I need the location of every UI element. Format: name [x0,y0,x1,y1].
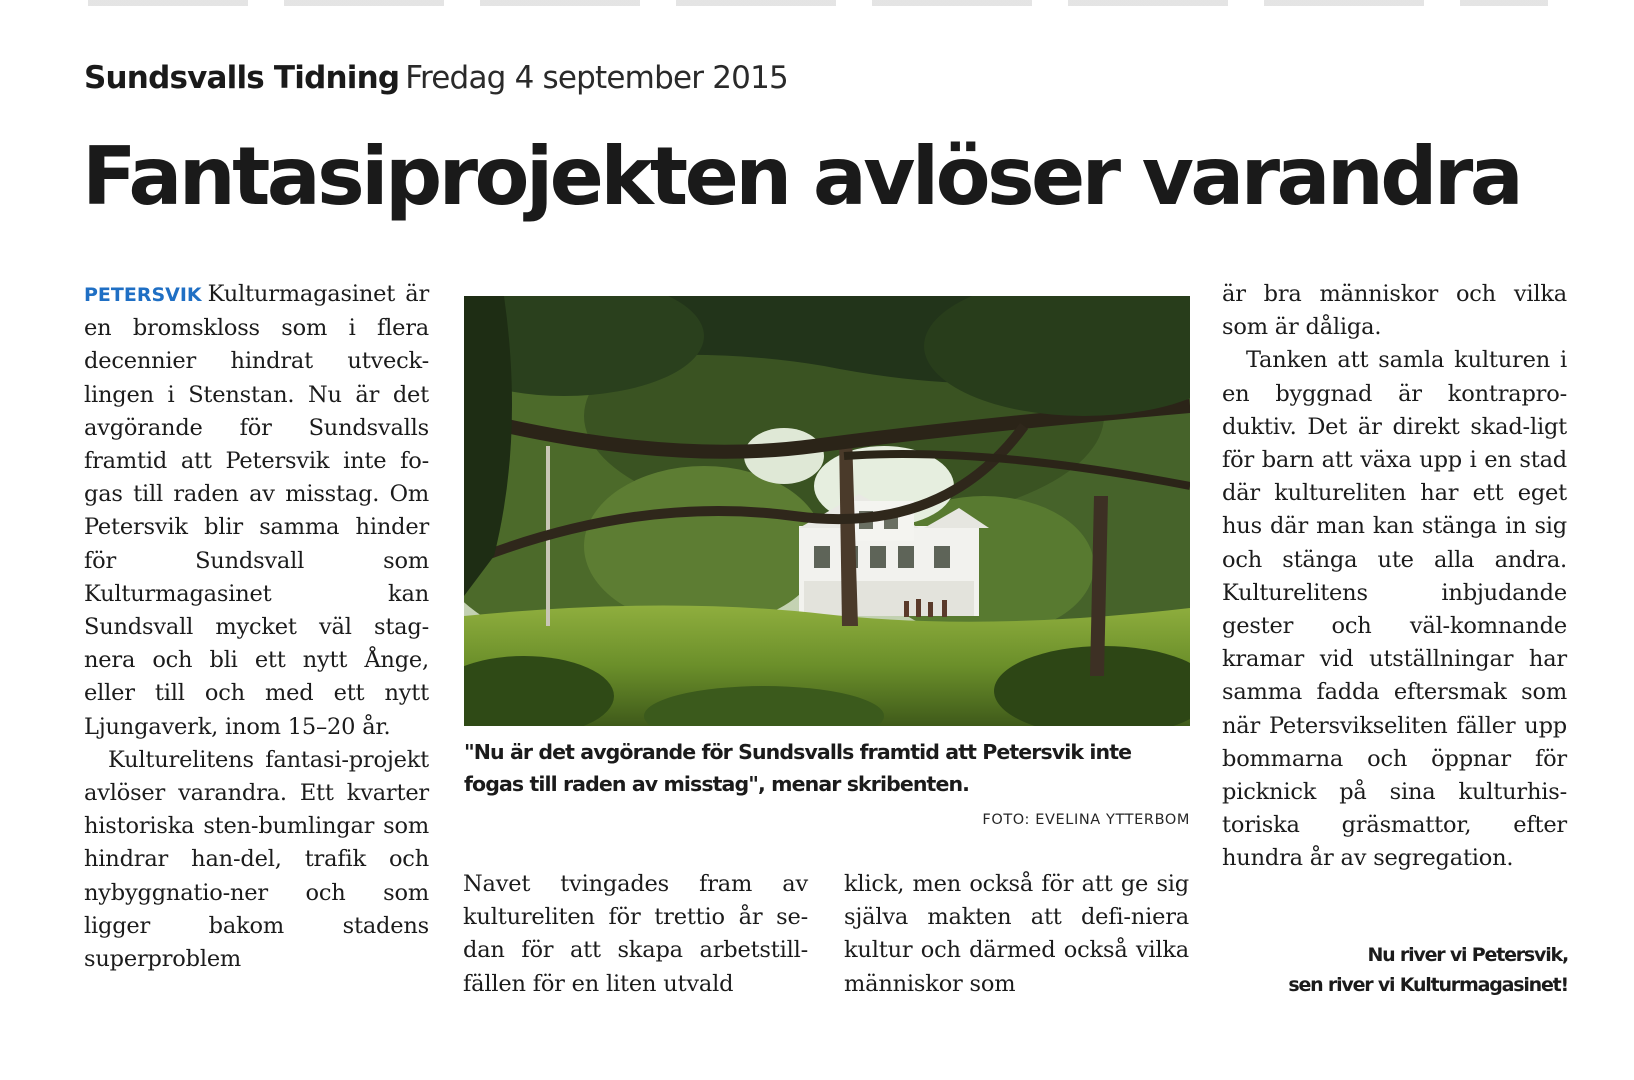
publication-date: Fredag 4 september 2015 [405,60,788,96]
signoff-line-1: Nu river vi Petersvik, [1367,944,1568,966]
article-column-1 [84,278,429,976]
column-1-paragraph-2: Kulturelitens fantasi-projekt avlöser varandra. Ett kvarter historiska sten-bumlingar som hindrar han-del, trafik och nybyggnatio-ner och som ligger bakom stadens superproblem [84,746,429,973]
column-4-paragraph-1: är bra människor och vilka som är dåliga. [1222,281,1567,341]
top-rule [88,0,1548,6]
article-column-2 [463,868,808,1001]
column-1-paragraph-1 [84,278,429,744]
article-column-3 [844,868,1189,1001]
photo-caption: "Nu är det avgörande för Sundsvalls framtid att Petersvik inte fogas till raden av misstag", menar skribenten. [464,740,1132,796]
photo-credit: FOTO: EVELINA YTTERBOM [982,812,1190,828]
dateline: PETERSVIK [84,284,202,306]
newspaper-name: Sundsvalls Tidning [84,60,400,96]
headline: Fantasiprojekten avlöser varandra [82,130,1521,223]
signoff-line-2: sen river vi Kulturmagasinet! [1288,974,1568,996]
column-1-paragraph-1-text: Kulturmagasinet är en bromskloss som i flera decennier hindrat utveck-lingen i Stenstan. Nu är det avgörande för Sundsvalls framtid att Petersvik inte fo-gas till raden av misstag. Om Petersvik blir samma hinder för Sundsvall som Kulturmagasinet kan Sundsvall mycket väl stag-nera och bli ett nytt Ånge, eller till och med ett nytt Ljungaverk, inom 15–20 år. [84,281,429,740]
column-4-paragraph-2: Tanken att samla kulturen i en byggnad är kontrapro-duktiv. Det är direkt skad-ligt för barn att växa upp i en stad där kultureliten har ett eget hus där man kan stänga in sig och stänga ute alla andra. Kulturelitens inbjudande gester och väl-komnande kramar vid utställningar har samma fadda eftersmak som när Petersvikseliten fäller upp bommarna och öppnar för picknick på sina kulturhis-toriska gräsmattor, efter hundra år av segregation. [1222,347,1567,872]
article-photo [464,296,1190,726]
article-column-4 [1222,278,1567,876]
signoff [1208,940,1568,1000]
masthead [84,60,788,96]
column-2-paragraph: Navet tvingades fram av kultureliten för trettio år se-dan för att skapa arbetstill-fällen för en liten utvald [463,871,808,997]
column-3-paragraph: klick, men också för att ge sig själva makten att defi-niera kultur och därmed också vilka människor som [844,871,1189,997]
photo-house-in-trees-icon [464,296,1190,726]
